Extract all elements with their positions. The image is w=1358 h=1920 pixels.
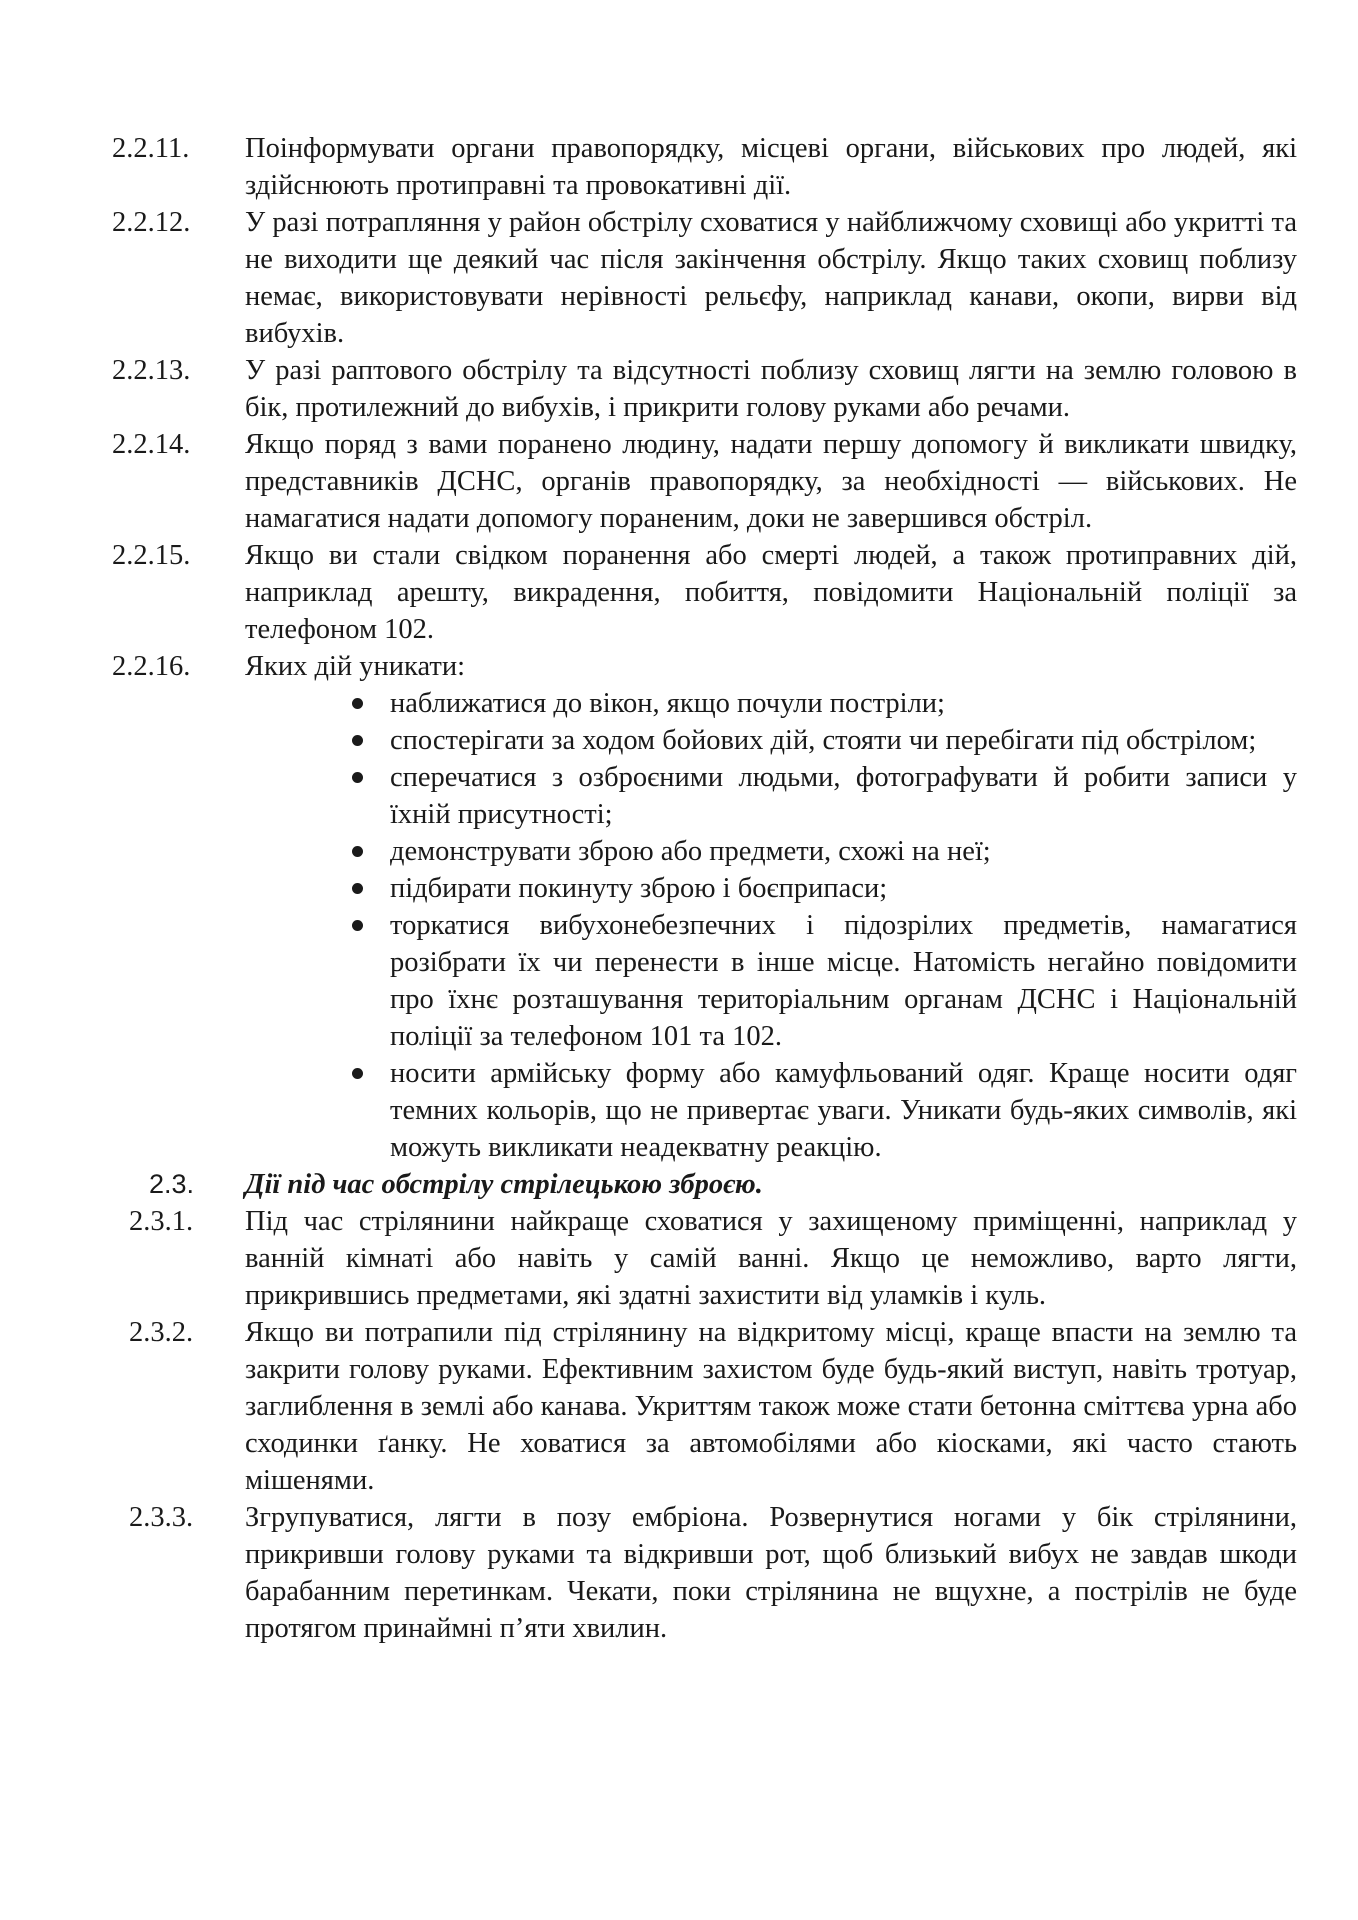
item-text: Згрупуватися, лягти в позу ембріона. Розвернутися ногами у бік стрілянини, прикривши голову руками та відкривши рот, щоб близький вибух не завдав шкоди барабанним перетинкам. Чекати, поки стрілянина не вщухне, а пострілів не буде протягом принаймні п’яти хвилин. xyxy=(245,1502,1297,1644)
item-number: 2.2.15. xyxy=(112,540,191,571)
list-item-2-2-14 xyxy=(112,426,1297,537)
bullet-icon xyxy=(352,772,363,783)
document-page xyxy=(0,130,1358,1647)
list-item-2-3-1 xyxy=(129,1203,1297,1314)
bullet-item xyxy=(390,722,1297,759)
bullet-icon xyxy=(352,698,363,709)
bullet-icon xyxy=(352,735,363,746)
list-item-2-2-12 xyxy=(112,204,1297,352)
bullet-text: торкатися вибухонебезпечних і підозрілих предметів, намагатися розібрати їх чи перенести в інше місце. Натомість негайно повідомити про їхнє розташування територіальним органам ДСНС і Національній поліції за телефоном 101 та 102. xyxy=(390,910,1297,1052)
item-text: Яких дій уникати: xyxy=(245,651,465,682)
bullet-text: демонструвати зброю або предмети, схожі на неї; xyxy=(390,836,991,867)
item-number: 2.2.16. xyxy=(112,651,191,682)
item-text: Якщо ви потрапили під стрілянину на відкритому місці, краще впасти на землю та закрити голову руками. Ефективним захистом буде будь-який виступ, навіть тротуар, заглиблення в землі або канава. Укриттям також може стати бетонна сміттєва урна або сходинки ґанку. Не ховатися за автомобілями або кіосками, які часто стають мішенями. xyxy=(245,1317,1297,1496)
bullet-icon xyxy=(352,920,363,931)
bullet-text: носити армійську форму або камуфльований одяг. Краще носити одяг темних кольорів, що не привертає уваги. Уникати будь-яких символів, які можуть викликати неадекватну реакцію. xyxy=(390,1058,1297,1163)
bullet-icon xyxy=(352,883,363,894)
section-title: Дії під час обстрілу стрілецькою зброєю. xyxy=(245,1169,763,1200)
bullet-item xyxy=(390,870,1297,907)
section-number: 2.3. xyxy=(149,1169,195,1199)
bullet-item xyxy=(390,685,1297,722)
item-text: У разі потрапляння у район обстрілу сховатися у найближчому сховищі або укритті та не виходити ще деякий час після закінчення обстрілу. Якщо таких сховищ поблизу немає, використовувати нерівності рельєфу, наприклад канави, окопи, вирви від вибухів. xyxy=(245,207,1297,349)
item-text: Під час стрілянини найкраще сховатися у захищеному приміщенні, наприклад у ванній кімнаті або навіть у самій ванні. Якщо це неможливо, варто лягти, прикрившись предметами, які здатні захистити від уламків і куль. xyxy=(245,1206,1297,1311)
list-item-2-3-2 xyxy=(129,1314,1297,1499)
item-number: 2.2.11. xyxy=(112,133,190,164)
bullet-item xyxy=(390,1055,1297,1166)
item-text: У разі раптового обстрілу та відсутності поблизу сховищ лягти на землю головою в бік, протилежний до вибухів, і прикрити голову руками або речами. xyxy=(245,355,1297,423)
list-item-2-2-15 xyxy=(112,537,1297,648)
item-number: 2.3.2. xyxy=(129,1317,194,1348)
item-number: 2.2.13. xyxy=(112,355,191,386)
bullet-icon xyxy=(352,846,363,857)
item-text: Якщо поряд з вами поранено людину, надати першу допомогу й викликати швидку, представників ДСНС, органів правопорядку, за необхідності — військових. Не намагатися надати допомогу пораненим, доки не завершився обстріл. xyxy=(245,429,1297,534)
bullet-text: сперечатися з озброєними людьми, фотографувати й робити записи у їхній присутності; xyxy=(390,762,1297,830)
list-item-2-2-13 xyxy=(112,352,1297,426)
list-item-2-2-11 xyxy=(112,130,1297,204)
bullet-item xyxy=(390,833,1297,870)
item-text: Якщо ви стали свідком поранення або смерті людей, а також протиправних дій, наприклад арешту, викрадення, побиття, повідомити Національній поліції за телефоном 102. xyxy=(245,540,1297,645)
bullet-text: підбирати покинуту зброю і боєприпаси; xyxy=(390,873,888,904)
bullet-item xyxy=(390,759,1297,833)
bullet-text: спостерігати за ходом бойових дій, стояти чи перебігати під обстрілом; xyxy=(390,725,1257,756)
item-number: 2.2.12. xyxy=(112,207,191,238)
section-heading-2-3 xyxy=(149,1166,1297,1203)
bullet-item xyxy=(390,907,1297,1055)
item-number: 2.2.14. xyxy=(112,429,191,460)
bullet-icon xyxy=(352,1068,363,1079)
list-item-2-3-3 xyxy=(129,1499,1297,1647)
item-number: 2.3.1. xyxy=(129,1206,194,1237)
item-text: Поінформувати органи правопорядку, місцеві органи, військових про людей, які здійснюють протиправні та провокативні дії. xyxy=(245,133,1297,201)
list-item-2-2-16 xyxy=(112,648,1297,685)
bullet-text: наближатися до вікон, якщо почули постріли; xyxy=(390,688,945,719)
item-number: 2.3.3. xyxy=(129,1502,194,1533)
avoid-actions-list xyxy=(390,685,1297,1166)
